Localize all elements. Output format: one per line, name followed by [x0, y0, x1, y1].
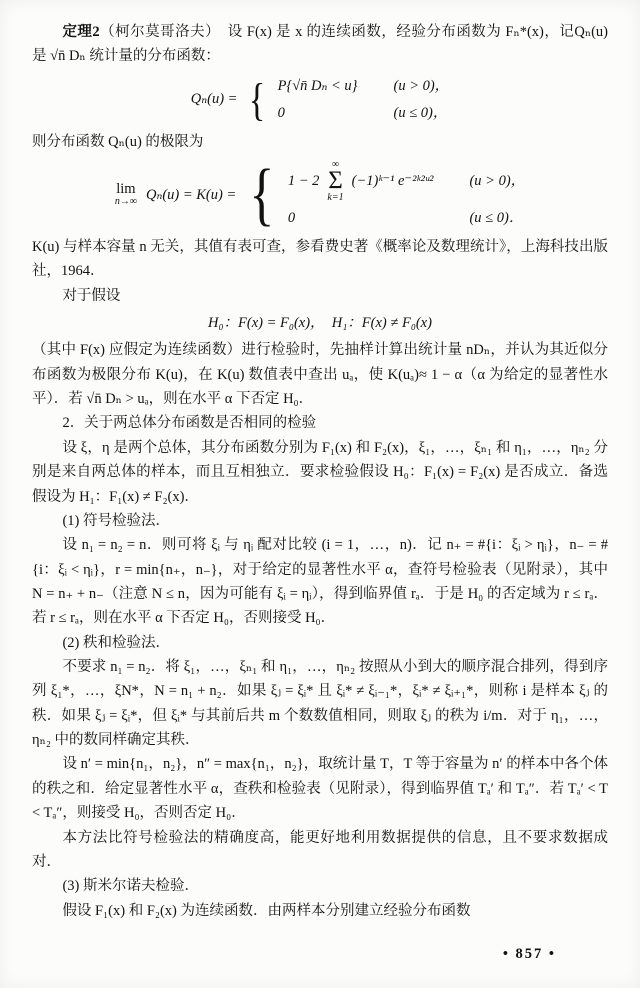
- sum-lower-limit: k=1: [327, 192, 344, 204]
- formula-qn-case2-expr: 0: [277, 105, 285, 122]
- left-brace-glyph: {: [249, 73, 266, 125]
- formula-k-cases: [288, 160, 525, 230]
- page-number: • 857 •: [502, 945, 556, 962]
- sigma-icon: Σ: [328, 167, 343, 195]
- limit-intro-line: 则分布函数 Qₙ(u) 的极限为: [32, 134, 204, 151]
- formula-k-case1-expr: [288, 160, 434, 203]
- formula-qn: [32, 74, 608, 126]
- theorem-paragraph: [32, 20, 608, 69]
- series-prefix: 1 − 2: [287, 172, 320, 189]
- formula-qn-case2-cond: (u ≤ 0)，: [393, 105, 448, 122]
- lim-subscript: n→∞: [114, 196, 137, 208]
- lim-text: lim: [116, 180, 136, 197]
- section2-title: 2．关于两总体分布函数是否相同的检验: [62, 415, 317, 432]
- formula-qn-cases: [278, 74, 450, 126]
- summation-symbol: [327, 160, 343, 203]
- formula-qn-case1-cond: (u > 0)，: [393, 77, 450, 94]
- two-population-setup-paragraph: 设 ξ，η 是两个总体，其分布函数分别为 F₁(x) 和 F₂(x)，ξ₁，…，ξₙ₁ 和 η₁，…，ηₙ₂ 分别是来自两总体的样本，而且互相独立．要求检验假设 H₀：F₁(x) = F₂(x) 是否成立．备选假设为 H₁：F₁(x) ≠ F₂(x)．: [32, 439, 608, 505]
- method2-title: (2) 秩和检验法．: [62, 634, 170, 651]
- formula-k-case1-cond: (u > 0)，: [469, 172, 526, 189]
- formula-k-case2-cond: (u ≤ 0)．: [469, 209, 524, 226]
- hypothesis-intro-line: 对于假设: [62, 287, 121, 304]
- method3-title: (3) 斯米尔诺夫检验．: [62, 878, 199, 895]
- test-procedure-paragraph: （其中 F(x) 应假定为连续函数）进行检验时，先抽样计算出统计量 nDₙ，并认为其近似分布函数为极限分布 K(u)，在 K(u) 数值表中查出 uₐ，使 K(uₐ)≈ 1 − α（α 为给定的显著性水平）．若 √n̄ Dₙ > uₐ，则在水平 α 下否定 H₀．: [32, 342, 608, 408]
- left-brace-glyph: {: [249, 156, 275, 234]
- method1-title: (1) 符号检验法．: [62, 512, 170, 529]
- limit-operator: [115, 182, 137, 208]
- formula-k-lhs: Qₙ(u) = K(u) =: [145, 186, 237, 203]
- formula-qn-lhs: Qₙ(u) =: [190, 91, 238, 108]
- method3-body-paragraph: 假设 F₁(x) 和 F₂(x) 为连续函数．由两样本分别建立经验分布函数: [62, 902, 471, 919]
- theorem-text: （柯尔莫哥洛夫） 设 F(x) 是 x 的连续函数，经验分布函数为 Fₙ*(x)，记Qₙ(u) 是 √n̄ Dₙ 统计量的分布函数：: [32, 24, 608, 65]
- formula-k-limit: [32, 156, 608, 234]
- theorem-label: 定理2: [62, 24, 100, 40]
- method2-rank-paragraph: 不要求 n₁ = n₂．将 ξ₁，…，ξₙ₁ 和 η₁，…，ηₙ₂ 按照从小到大的顺序混合排列，得到序列 ξ₁*，…，ξN*，N = n₁ + n₂．如果 ξⱼ = ξᵢ* 且 ξᵢ* ≠ ξᵢ₋₁*，ξᵢ* ≠ ξᵢ₊₁*，则称 i 是样本 ξⱼ 的秩．如果 ξⱼ = ξᵢ*，但 ξᵢ* 与其前后共 m 个数数值相同，则取 ξⱼ 的秩为 i/m．对于 η₁，…，ηₙ₂ 中的数同样确定其秩．: [32, 659, 608, 749]
- formula-qn-case1-expr: P{√n̄ Dₙ < u}: [277, 77, 358, 94]
- formula-k-case2-expr: 0: [287, 209, 296, 226]
- sum-upper-limit: ∞: [331, 158, 340, 170]
- method1-body-paragraph: 设 n₁ = n₂ = n．则可将 ξᵢ 与 ηᵢ 配对比较 (i = 1，…，n)．记 n₊ = #{i：ξᵢ > ηᵢ}，n₋ = #{i：ξᵢ < ηᵢ}，r = min{n₊，n₋}，对于给定的显著性水平 α，查符号检验表（见附录），其中 N = n₊ + n₋（注意 N ≤ n，因为可能有 ξᵢ = ηᵢ），得到临界值 rₐ．于是 H₀ 的否定域为 r ≤ rₐ．若 r ≤ rₐ，则在水平 α 下否定 H₀，否则接受 H₀．: [32, 537, 608, 627]
- ku-reference-paragraph: K(u) 与样本容量 n 无关，其值有表可查，参看费史著《概率论及数理统计》，上海科技出版社，1964．: [32, 238, 608, 280]
- series-term: (−1)ᵏ⁻¹ e⁻²ᵏ²ᵘ²: [351, 172, 434, 189]
- hypothesis-formula: H₀：F(x) = F₀(x)， H₁：F(x) ≠ F₀(x): [208, 314, 432, 331]
- method2-statistic-paragraph: 设 n′ = min{n₁，n₂}，n″ = max{n₁，n₂}，取统计量 T，T 等于容量为 n′ 的样本中各个体的秩之和．给定显著性水平 α，查秩和检验表（见附录），得到临界值 Tₐ′ 和 Tₐ″．若 Tₐ′ < T < Tₐ″，则接受 H₀，否则否定 H₀．: [32, 756, 608, 822]
- method2-note-paragraph: 本方法比符号检验法的精确度高，能更好地利用数据提供的信息，且不要求数据成对．: [32, 829, 608, 870]
